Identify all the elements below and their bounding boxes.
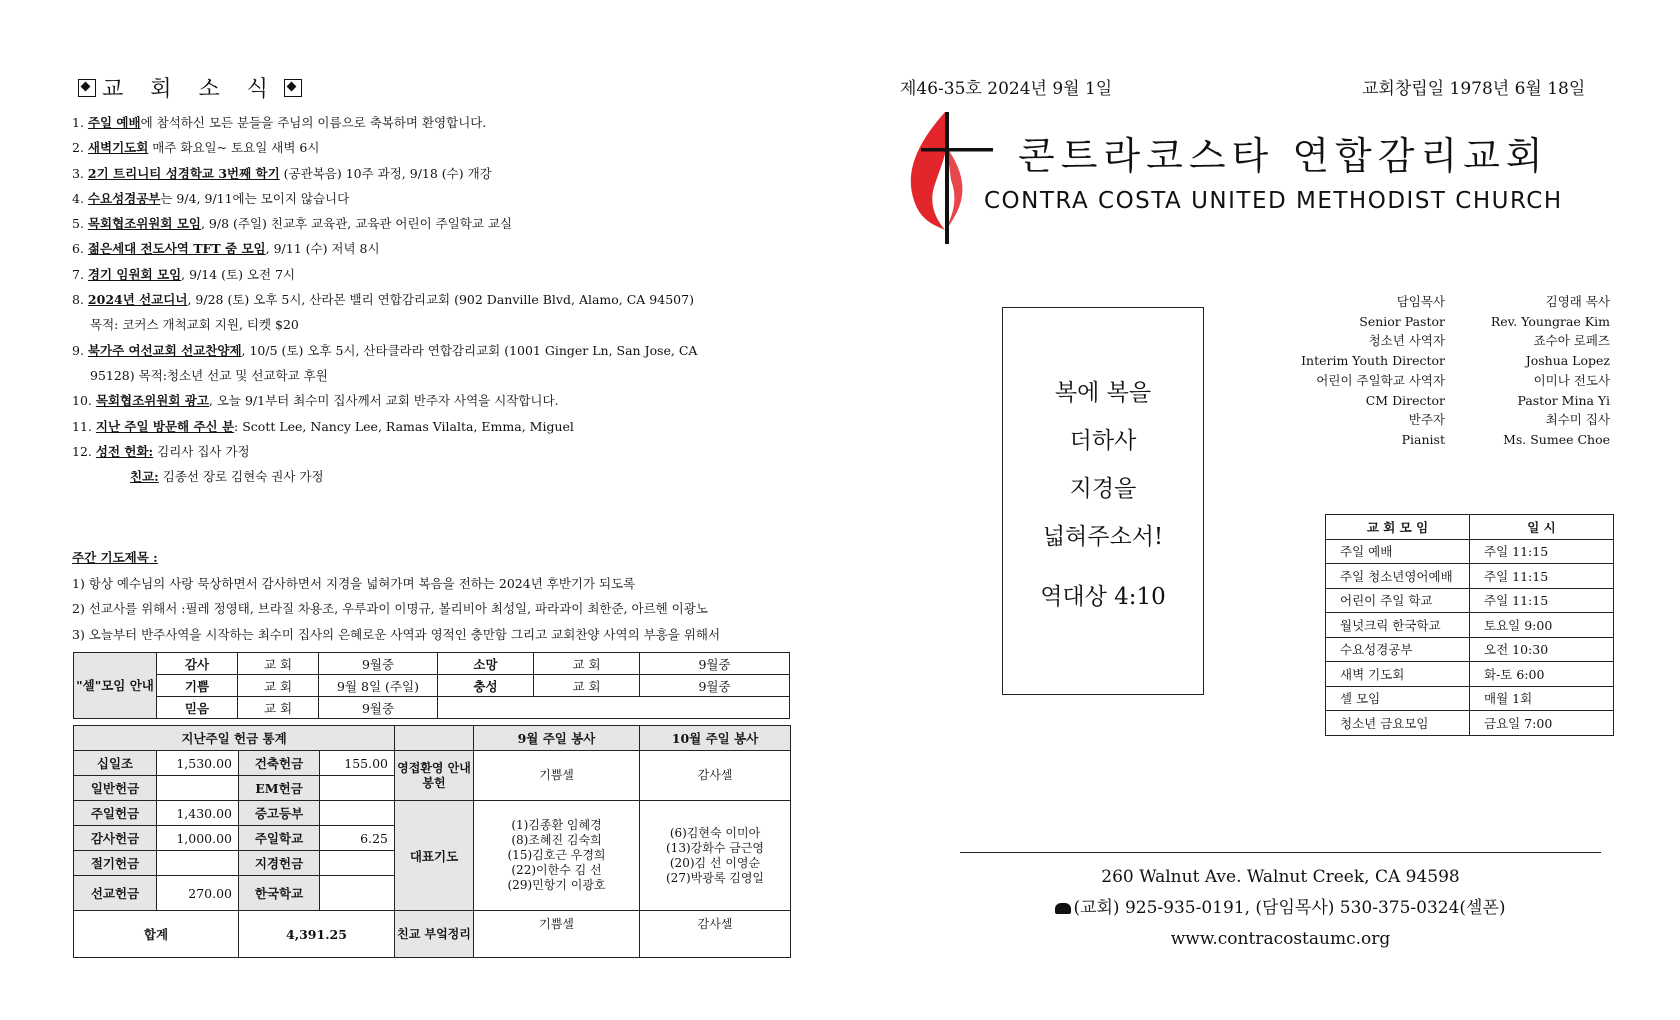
- founded-date: 교회창립일 1978년 6월 18일: [1362, 79, 1586, 99]
- news-item-continued: 목적: 코커스 개척교회 지원, 티켓 $20: [90, 317, 299, 333]
- table-cell: [320, 776, 395, 801]
- news-item: 9. 북가주 여선교회 선교찬양제, 10/5 (토) 오후 5시, 산타클라라 연합감리교회 (1001 Ginger Ln, San Jose, CA: [72, 342, 698, 358]
- table-cell: 교 회: [238, 675, 319, 697]
- cross-flame-logo-icon: [903, 108, 993, 248]
- table-cell: [157, 776, 239, 801]
- table-cell: 9월중: [640, 675, 790, 697]
- staff-row: Interim Youth Director Joshua Lopez: [1301, 353, 1610, 369]
- phone-icon: [1055, 903, 1071, 914]
- table-cell: 충성: [438, 675, 534, 697]
- news-item: 11. 지난 주일 방문해 주신 분: Scott Lee, Nancy Lee, Ramas Vilalta, Emma, Miguel: [72, 418, 574, 434]
- meetings-head: 교 회 모 임: [1326, 515, 1470, 540]
- staff-row: 어린이 주일학교 사역자 이미나 전도사: [1316, 372, 1610, 388]
- table-cell: 155.00: [320, 751, 395, 776]
- meetings-head: 일 시: [1470, 515, 1614, 540]
- total-value: 4,391.25: [239, 911, 395, 958]
- table-cell: 십일조: [74, 751, 157, 776]
- table-cell: 선교헌금: [74, 876, 157, 911]
- prayer-heading: 주간 기도제목 :: [72, 550, 158, 565]
- table-cell: 주일헌금: [74, 801, 157, 826]
- oct-service-header: 10월 주일 봉사: [640, 726, 791, 751]
- news-item: 10. 목회협조위원회 광고, 오늘 9/1부터 최수미 집사께서 교회 반주자 사역을 시작합니다.: [72, 393, 559, 409]
- table-cell: 소망: [438, 653, 534, 675]
- table-cell: 기쁨: [157, 675, 238, 697]
- table-cell-empty: [395, 726, 474, 751]
- news-title-text: 교 회 소 식: [102, 77, 278, 102]
- prayer-duty-sep: (1)김종환 임혜경 (8)조혜진 김숙희 (15)김호근 우경희 (22)이한수 김 선 (29)민항기 이광호: [474, 801, 640, 911]
- table-row: 월넛크릭 한국학교 토요일 9:00: [1326, 613, 1614, 638]
- fellowship-sep: 기쁨셀: [474, 911, 640, 958]
- greet-label: 영접환영 안내봉헌: [395, 751, 474, 801]
- verse-box: [1002, 307, 1204, 695]
- table-cell: 교 회: [534, 675, 640, 697]
- table-cell: 교 회: [534, 653, 640, 675]
- table-row: 청소년 금요모임 금요일 7:00: [1326, 711, 1614, 736]
- news-item: 2. 새벽기도회 매주 화요일~ 토요일 새벽 6시: [72, 140, 320, 156]
- table-cell: 절기헌금: [74, 851, 157, 876]
- table-cell: 건축헌금: [239, 751, 320, 776]
- table-cell: 9월중: [640, 653, 790, 675]
- cell-header: "셀"모임 안내: [74, 653, 157, 719]
- address-block: [960, 862, 1601, 955]
- news-item: 4. 수요성경공부는 9/4, 9/11에는 모이지 않습니다: [72, 190, 350, 206]
- diamond-icon: [78, 79, 96, 97]
- table-cell: 9월 8일 (주일): [319, 675, 438, 697]
- verse-line: 복에 복을: [1054, 380, 1152, 406]
- staff-row: 담임목사 김영래 목사: [1396, 294, 1610, 309]
- table-row: 주일 예배 주일 11:15: [1326, 539, 1614, 564]
- table-cell: 믿음: [157, 697, 238, 719]
- verse-reference: 역대상 4:10: [1040, 584, 1166, 610]
- issue-number: 제46-35호 2024년 9월 1일: [900, 79, 1113, 99]
- news-item: 3. 2기 트리니티 성경학교 3번째 학기 (공관복음) 10주 과정, 9/18 (수) 개강: [72, 165, 492, 181]
- divider: [960, 852, 1601, 853]
- staff-row: Senior Pastor Rev. Youngrae Kim: [1359, 313, 1610, 329]
- news-item-continued: 친교: 김종선 장로 김현숙 권사 가정: [130, 469, 324, 485]
- prayer-item: 2) 선교사를 위해서 :필레 정영태, 브라질 차용조, 우루과이 이명규, 볼리비아 최성일, 파라과이 최한준, 아르헨 이광노: [72, 601, 708, 616]
- fellowship-oct: 감사셀: [640, 911, 791, 958]
- news-item: 5. 목회협조위원회 모임, 9/8 (주일) 친교후 교육관, 교육관 어린이 주일학교 교실: [72, 216, 513, 232]
- prayer-item: 3) 오늘부터 반주사역을 시작하는 최수미 집사의 은혜로운 사역과 영적인 충만함 그리고 교회찬양 사역의 부흥을 위해서: [72, 626, 721, 642]
- verse-line: 지경을: [1069, 476, 1137, 502]
- news-item: 12. 성전 헌화: 김리사 집사 가정: [72, 443, 250, 459]
- meetings-table: [1325, 514, 1614, 736]
- table-row: 셀 모임 매월 1회: [1326, 686, 1614, 711]
- table-cell: 감사: [157, 653, 238, 675]
- table-cell: 주일학교: [239, 826, 320, 851]
- table-cell: 1,430.00: [157, 801, 239, 826]
- table-row: 주일 청소년영어예배 주일 11:15: [1326, 564, 1614, 589]
- news-list: [72, 110, 792, 489]
- table-cell: [320, 876, 395, 911]
- prayer-duty-label: 대표기도: [395, 801, 474, 911]
- news-item: 8. 2024년 선교디너, 9/28 (토) 오후 5시, 산라몬 밸리 연합감리교회 (902 Danville Blvd, Alamo, CA 94507): [72, 292, 694, 308]
- greet-oct: 감사셀: [640, 751, 791, 801]
- table-row: 수요성경공부 오전 10:30: [1326, 637, 1614, 662]
- prayer-block: [72, 545, 720, 647]
- table-cell: [157, 851, 239, 876]
- staff-list: [1280, 292, 1610, 450]
- table-cell: 1,000.00: [157, 826, 239, 851]
- table-cell: 한국학교: [239, 876, 320, 911]
- total-label: 합계: [74, 911, 239, 958]
- staff-row: CM Director Pastor Mina Yi: [1365, 392, 1610, 408]
- diamond-icon: [284, 79, 302, 97]
- staff-row: 반주자 최수미 집사: [1408, 412, 1610, 428]
- news-item: 7. 경기 임원회 모임, 9/14 (토) 오전 7시: [72, 266, 296, 282]
- verse-line: 더하사: [1069, 428, 1137, 454]
- table-cell: [320, 851, 395, 876]
- street-address: 260 Walnut Ave. Walnut Creek, CA 94598: [1101, 867, 1460, 887]
- greet-sep: 기쁨셀: [474, 751, 640, 801]
- news-item: 1. 주일 예배에 참석하신 모든 분들을 주님의 이름으로 축복하며 환영합니다.: [72, 115, 487, 130]
- offering-title: 지난주일 헌금 통계: [74, 726, 395, 751]
- table-cell-empty: [438, 697, 790, 719]
- table-cell: [320, 801, 395, 826]
- church-name-korean: 콘트라코스타 연합감리교회: [1018, 134, 1549, 178]
- staff-row: 청소년 사역자 죠수아 로페즈: [1368, 333, 1610, 349]
- table-row: 새벽 기도회 화-토 6:00: [1326, 662, 1614, 687]
- table-row: 어린이 주일 학교 주일 11:15: [1326, 588, 1614, 613]
- table-cell: 감사헌금: [74, 826, 157, 851]
- table-cell: 9월중: [319, 653, 438, 675]
- table-cell: EM헌금: [239, 776, 320, 801]
- table-cell: 1,530.00: [157, 751, 239, 776]
- phone-line: (교회) 925-935-0191, (담임목사) 530-375-0324(셀폰): [960, 893, 1601, 924]
- fellowship-label: 친교 부엌정리: [395, 911, 474, 958]
- table-cell: 6.25: [320, 826, 395, 851]
- offering-table: [73, 725, 791, 958]
- sep-service-header: 9월 주일 봉사: [474, 726, 640, 751]
- prayer-duty-oct: (6)김현숙 이미아 (13)강화수 금근영 (20)김 선 이영순 (27)박광록 김영일: [640, 801, 791, 911]
- table-cell: 교 회: [238, 697, 319, 719]
- table-cell: 교 회: [238, 653, 319, 675]
- cell-group-table: [73, 652, 790, 719]
- table-cell: 270.00: [157, 876, 239, 911]
- news-item: 6. 젊은세대 전도사역 TFT 줌 모임, 9/11 (수) 저녁 8시: [72, 241, 380, 257]
- news-item-continued: 95128) 목적:청소년 선교 및 선교학교 후원: [90, 367, 328, 383]
- verse-line: 넓혀주소서!: [1042, 524, 1164, 550]
- prayer-item: 1) 항상 예수님의 사랑 묵상하면서 감사하면서 지경을 넓혀가며 복음을 전하는 2024년 후반기가 되도록: [72, 575, 636, 591]
- news-title: [72, 72, 308, 103]
- table-cell: 증고등부: [239, 801, 320, 826]
- table-cell: 일반헌금: [74, 776, 157, 801]
- table-cell: 지경헌금: [239, 851, 320, 876]
- website-link[interactable]: www.contracostaumc.org: [1170, 929, 1391, 949]
- staff-row: Pianist Ms. Sumee Choe: [1401, 431, 1610, 447]
- table-cell: 9월중: [319, 697, 438, 719]
- church-name-english: CONTRA COSTA UNITED METHODIST CHURCH: [984, 188, 1563, 214]
